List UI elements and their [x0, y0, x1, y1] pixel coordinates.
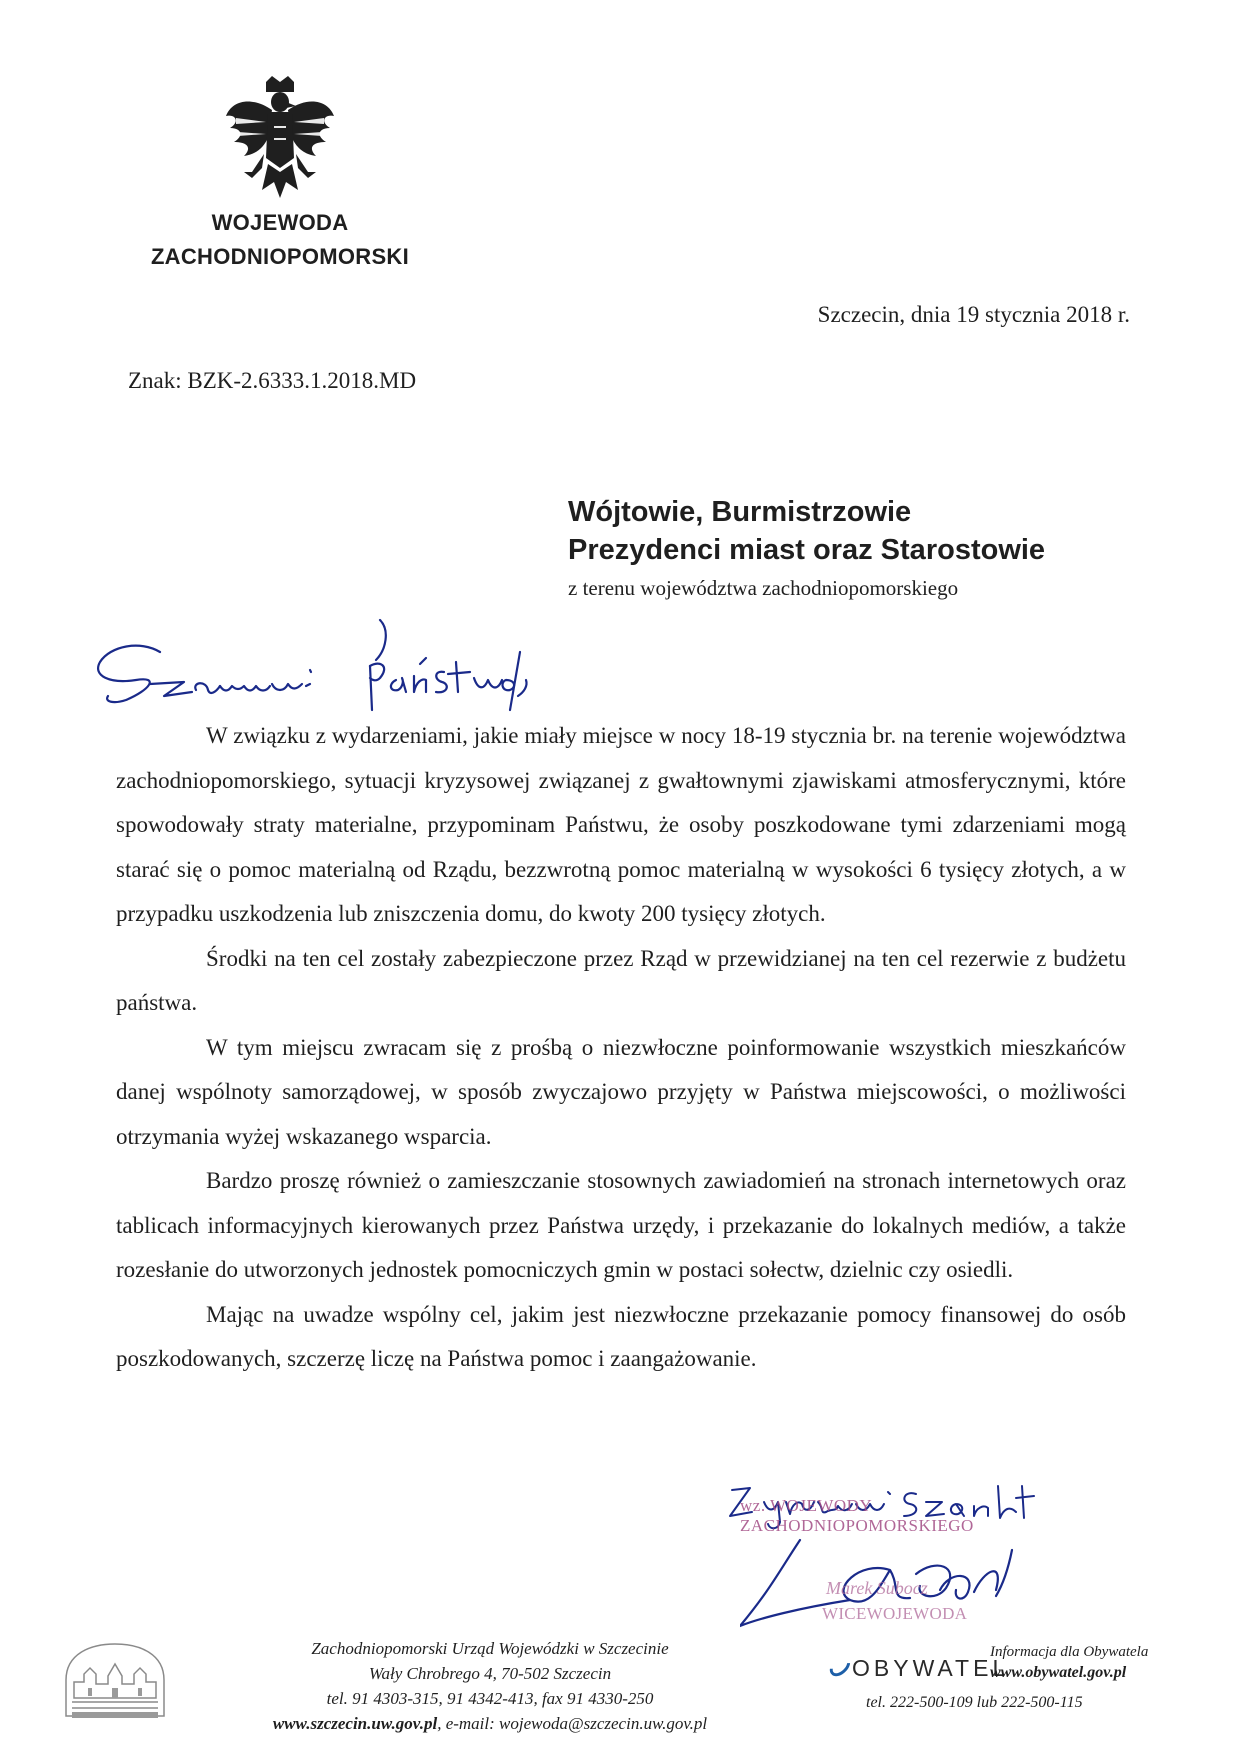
body-paragraph: Mając na uwadze wspólny cel, jakim jest niezwłoczne przekazanie pomocy finansowej do osób poszkodowanych, szczerzę liczę na Państwa pomoc i zaangażowanie. — [116, 1301, 1126, 1371]
footer-office-name: Zachodniopomorski Urząd Wojewódzki w Szczecinie — [311, 1639, 669, 1658]
signature-stamp-name: Marek Subocz — [826, 1578, 928, 1598]
letter-body — [116, 714, 1126, 1382]
footer-office-details — [260, 1636, 720, 1736]
recipient-line1: Wójtowie, Burmistrzowie — [568, 496, 912, 528]
obywatel-info-label: Informacja dla Obywatela — [990, 1644, 1149, 1660]
footer-contact — [260, 1711, 720, 1736]
footer-email: , e-mail: wojewoda@szczecin.uw.gov.pl — [437, 1714, 708, 1733]
obywatel-website-link[interactable]: www.obywatel.gov.pl — [990, 1664, 1127, 1681]
urzad-building-crest-icon — [60, 1640, 170, 1722]
office-title-line1: WOJEWODA — [211, 210, 349, 235]
body-paragraph: Środki na ten cel zostały zabezpieczone przez Rząd w przewidzianej na ten cel rezerwie z budżetu państwa. — [116, 945, 1126, 1015]
obywatel-logo-icon — [826, 1652, 854, 1680]
body-paragraph: W tym miejscu zwracam się z prośbą o niezwłoczne poinformowanie wszystkich mieszkańców danej wspólnoty samorządowej, w sposób zwyczajowo przyjęty w Państwa miejscowości, o możliwości otrzymania wyżej wskazanego wsparcia. — [116, 1034, 1126, 1149]
footer-website-link[interactable]: www.szczecin.uw.gov.pl — [272, 1714, 438, 1733]
recipient-line2: Prezydenci miast oraz Starostowie — [568, 534, 1046, 566]
recipient-line3: z terenu województwa zachodniopomorskiego — [568, 576, 959, 600]
body-paragraph: W związku z wydarzeniami, jakie miały miejsce w nocy 18-19 stycznia br. na terenie województwa zachodniopomorskiego, sytuacji kryzysowej związanej z gwałtownymi zjawiskami atmosferycznymi, które spowodowały straty materialne, przypominam Państwu, że osoby poszkodowane tymi zdarzeniami mogą starać się o pomoc materialną od Rządu, bezzwrotną pomoc materialną w wysokości 6 tysięcy złotych, a w przypadku uszkodzenia lub zniszczenia domu, do kwoty 200 tysięcy złotych. — [116, 723, 1126, 926]
handwritten-greeting — [80, 600, 540, 720]
obywatel-logo — [832, 1654, 1009, 1682]
office-title-line2: ZACHODNIOPOMORSKI — [150, 244, 410, 269]
body-paragraph: Bardzo proszę również o zamieszczanie stosownych zawiadomień na stronach internetowych oraz tablicach informacyjnych kierowanych przez Państwa urzędy, i przekazanie do lokalnych mediów, a także rozesłanie do utworzonych jednostek pomocniczych gmin w postaci sołectw, dzielnic czy osiedli. — [116, 1168, 1126, 1282]
footer-phones: tel. 91 4303-315, 91 4342-413, fax 91 4330-250 — [326, 1689, 654, 1708]
footer-address: Wały Chrobrego 4, 70-502 Szczecin — [368, 1664, 612, 1683]
signature-stamp-line1: wz. WOJEWODY ZACHODNIOPOMORSKIEGO — [740, 1496, 974, 1535]
obywatel-phone: tel. 222-500-109 lub 222-500-115 — [866, 1694, 1083, 1711]
letter-date: Szczecin, dnia 19 stycznia 2018 r. — [817, 302, 1130, 327]
polish-eagle-icon — [222, 76, 338, 206]
reference-number: Znak: BZK-2.6333.1.2018.MD — [128, 368, 417, 393]
signature-stamp-title: WICEWOJEWODA — [822, 1604, 968, 1623]
obywatel-logo-text: OBYWATEL — [852, 1655, 1010, 1681]
